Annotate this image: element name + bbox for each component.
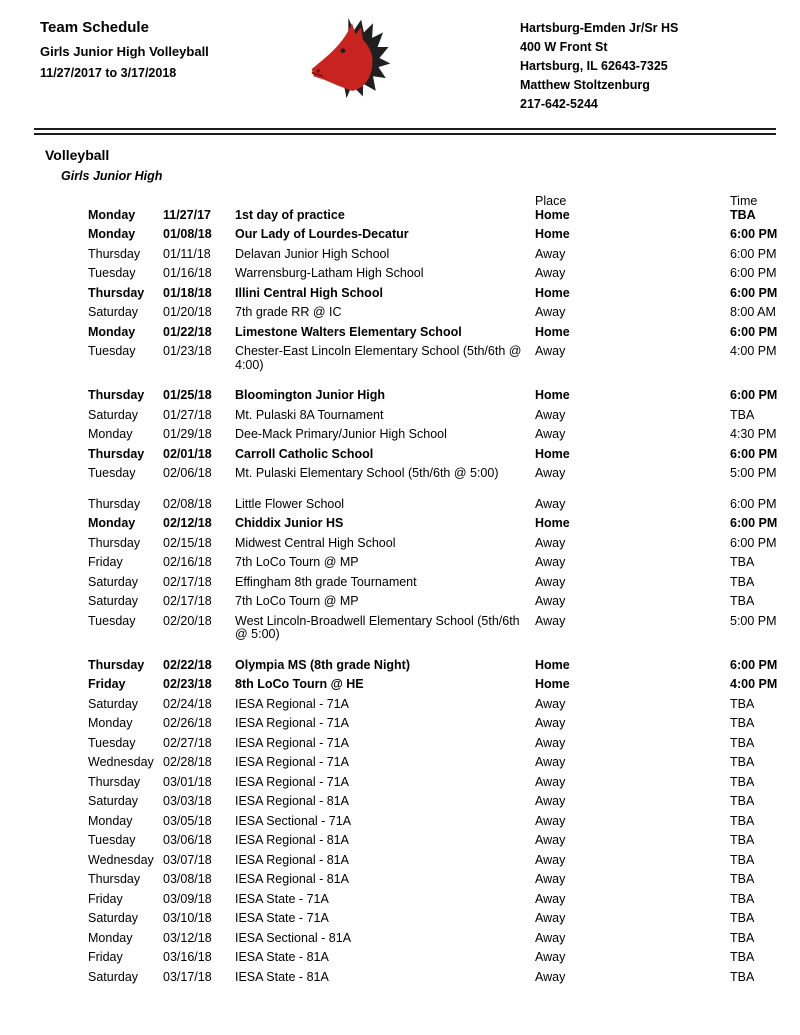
row-time: 6:00 PM [730, 227, 778, 241]
header-divider [34, 128, 776, 135]
row-event: IESA Regional - 71A [235, 755, 349, 769]
row-day: Thursday [88, 872, 141, 886]
schedule-row [88, 388, 778, 409]
row-place: Away [535, 305, 566, 319]
row-date: 03/08/18 [163, 872, 212, 886]
row-day: Tuesday [88, 344, 136, 358]
schedule-row [88, 737, 760, 757]
row-day: Tuesday [88, 613, 136, 628]
row-time: 6:00 PM [730, 266, 777, 280]
row-date: 01/29/18 [163, 427, 212, 441]
schedule-row [88, 246, 777, 268]
row-date: 03/17/18 [163, 969, 212, 984]
school-info-block [520, 16, 760, 114]
row-place: Home [535, 227, 570, 241]
schedule-row [88, 795, 760, 815]
row-day: Monday [88, 813, 133, 828]
row-day: Thursday [88, 246, 141, 261]
row-day: Saturday [88, 794, 139, 808]
row-event: 8th LoCo Tourn @ HE [235, 677, 364, 691]
season-date-range: 11/27/2017 to 3/17/2018 [40, 66, 177, 80]
row-event: Little Flower School [235, 496, 345, 511]
row-time: TBA [730, 735, 755, 750]
row-place: Home [535, 285, 570, 300]
row-event: Mt. Pulaski 8A Tournament [235, 407, 384, 422]
row-date: 02/24/18 [163, 696, 212, 711]
schedule-row [88, 756, 760, 776]
row-event: Midwest Central High School [235, 535, 396, 550]
row-day: Saturday [88, 305, 139, 319]
row-place: Away [535, 427, 566, 441]
row-day: Thursday [88, 446, 145, 461]
row-date: 02/17/18 [163, 574, 212, 589]
row-time: TBA [730, 969, 755, 984]
row-date: 02/28/18 [163, 755, 212, 769]
row-day: Wednesday [88, 852, 154, 867]
row-time: 6:00 PM [730, 324, 778, 339]
row-day: Saturday [88, 696, 139, 711]
row-place: Away [535, 852, 566, 867]
row-place: Away [535, 774, 566, 789]
schedule-row [88, 409, 760, 429]
row-event: IESA Regional - 81A [235, 872, 349, 886]
row-event: Our Lady of Lourdes-Decatur [235, 227, 409, 241]
row-time: 4:00 PM [730, 344, 777, 358]
row-event: IESA Regional - 71A [235, 696, 349, 711]
row-time: 6:00 PM [730, 535, 777, 550]
row-day: Saturday [88, 911, 139, 925]
row-event: Effingham 8th grade Tournament [235, 574, 417, 589]
row-date: 02/15/18 [163, 535, 212, 550]
row-time: 6:00 PM [730, 246, 777, 261]
schedule-table [88, 194, 778, 990]
row-date: 03/12/18 [163, 930, 212, 945]
row-day: Tuesday [88, 735, 136, 750]
row-day: Thursday [88, 774, 141, 789]
row-event: IESA Regional - 71A [235, 774, 349, 789]
schedule-row [88, 873, 760, 893]
row-place: Away [535, 911, 566, 925]
schedule-row [88, 698, 760, 718]
schedule-row [88, 893, 760, 913]
row-time: TBA [730, 911, 755, 925]
row-time: 6:00 PM [730, 496, 777, 511]
row-date: 02/27/18 [163, 735, 212, 750]
schedule-table-header [88, 195, 760, 209]
row-event: IESA State - 71A [235, 911, 329, 925]
row-date: 02/12/18 [163, 516, 212, 530]
schedule-row [88, 227, 778, 248]
row-time: TBA [730, 950, 755, 964]
row-place: Away [535, 246, 566, 261]
row-day: Friday [88, 950, 123, 964]
row-date: 01/08/18 [163, 227, 212, 241]
row-time: TBA [730, 407, 755, 422]
row-event: IESA Regional - 81A [235, 833, 349, 847]
row-time: 5:00 PM [730, 613, 777, 628]
row-time: TBA [730, 574, 755, 589]
row-place: Away [535, 950, 566, 964]
schedule-row [88, 427, 777, 448]
row-day: Tuesday [88, 266, 136, 280]
row-date: 11/27/17 [163, 207, 211, 222]
schedule-row [88, 834, 760, 854]
row-date: 02/01/18 [163, 446, 212, 461]
row-time: TBA [730, 207, 756, 222]
row-day: Thursday [88, 657, 145, 672]
row-time: 6:00 PM [730, 516, 778, 530]
row-event: IESA Regional - 71A [235, 716, 349, 730]
row-time: 4:30 PM [730, 427, 777, 441]
row-place: Away [535, 466, 566, 480]
row-time: 6:00 PM [730, 657, 778, 672]
schedule-row [88, 466, 777, 487]
row-event: IESA Sectional - 81A [235, 930, 352, 945]
row-time: TBA [730, 930, 755, 945]
row-event: IESA State - 81A [235, 969, 329, 984]
row-event: IESA Regional - 71A [235, 735, 349, 750]
row-time: 6:00 PM [730, 388, 778, 402]
page-title: Team Schedule [40, 19, 149, 36]
row-date: 02/20/18 [163, 613, 212, 628]
row-time: TBA [730, 755, 755, 769]
school-address-line1: 400 W Front St [520, 40, 608, 54]
row-day: Saturday [88, 574, 139, 589]
row-place: Away [535, 535, 566, 550]
team-heading: Girls Junior High [61, 169, 163, 183]
row-date: 03/10/18 [163, 911, 212, 925]
row-day: Monday [88, 227, 136, 241]
row-place: Away [535, 735, 566, 750]
schedule-row [88, 971, 760, 991]
row-event: Bloomington Junior High [235, 388, 385, 402]
row-event: 7th grade RR @ IC [235, 305, 342, 319]
row-time: TBA [730, 872, 755, 886]
schedule-row [88, 496, 777, 518]
row-place: Away [535, 613, 566, 628]
row-day: Thursday [88, 496, 141, 511]
row-place: Away [535, 755, 566, 769]
row-date: 03/03/18 [163, 794, 212, 808]
row-date: 03/05/18 [163, 813, 212, 828]
row-place: Home [535, 677, 570, 691]
row-event: IESA State - 71A [235, 891, 329, 906]
row-day: Friday [88, 555, 123, 569]
row-event: IESA State - 81A [235, 950, 329, 964]
schedule-row [88, 516, 778, 537]
row-date: 01/25/18 [163, 388, 212, 402]
row-day: Monday [88, 427, 133, 441]
row-date: 03/16/18 [163, 950, 212, 964]
row-date: 02/06/18 [163, 466, 212, 480]
row-date: 02/16/18 [163, 555, 212, 569]
row-event: Carroll Catholic School [235, 446, 374, 461]
row-time: 6:00 PM [730, 446, 778, 461]
row-place: Away [535, 555, 566, 569]
row-day: Saturday [88, 594, 139, 608]
row-place: Away [535, 407, 566, 422]
row-day: Wednesday [88, 755, 154, 769]
row-event: Dee-Mack Primary/Junior High School [235, 427, 447, 441]
row-place: Away [535, 344, 566, 358]
row-event: IESA Sectional - 71A [235, 813, 352, 828]
row-time: TBA [730, 696, 755, 711]
row-event: 1st day of practice [235, 207, 345, 222]
row-time: TBA [730, 716, 755, 730]
row-day: Monday [88, 207, 136, 222]
schedule-row [88, 932, 760, 952]
header-time-col: Time [730, 194, 758, 208]
schedule-row [88, 815, 760, 835]
school-name: Hartsburg-Emden Jr/Sr HS [520, 21, 679, 35]
contact-phone: 217-642-5244 [520, 97, 598, 111]
row-day: Tuesday [88, 833, 136, 847]
row-event: IESA Regional - 81A [235, 852, 349, 867]
row-place: Away [535, 813, 566, 828]
row-day: Monday [88, 930, 133, 945]
schedule-row [88, 912, 760, 932]
school-logo [306, 16, 402, 100]
row-place: Away [535, 266, 566, 280]
row-place: Home [535, 446, 570, 461]
row-event: Illini Central High School [235, 285, 383, 300]
row-date: 01/16/18 [163, 266, 212, 280]
row-time: TBA [730, 891, 755, 906]
row-place: Away [535, 574, 566, 589]
mustang-mascot-icon [306, 16, 402, 100]
schedule-row [88, 305, 776, 326]
row-time: TBA [730, 774, 755, 789]
row-date: 02/22/18 [163, 657, 212, 672]
row-day: Saturday [88, 969, 139, 984]
row-event: West Lincoln-Broadwell Elementary School (5th/6th @ 5:00) [235, 613, 520, 641]
row-date: 01/23/18 [163, 344, 212, 358]
schedule-row [88, 535, 777, 557]
row-place: Home [535, 207, 570, 222]
row-event: 7th LoCo Tourn @ MP [235, 594, 359, 608]
row-event: Chiddix Junior HS [235, 516, 344, 530]
row-event: 7th LoCo Tourn @ MP [235, 555, 359, 569]
schedule-row [88, 717, 760, 737]
row-day: Friday [88, 677, 126, 691]
row-time: 6:00 PM [730, 285, 778, 300]
row-place: Away [535, 833, 566, 847]
schedule-row [88, 776, 760, 796]
row-day: Tuesday [88, 466, 136, 480]
row-date: 03/07/18 [163, 852, 212, 867]
schedule-row [88, 854, 760, 874]
row-time: TBA [730, 813, 755, 828]
row-place: Away [535, 496, 566, 511]
row-place: Home [535, 324, 570, 339]
contact-name: Matthew Stoltzenburg [520, 78, 650, 92]
schedule-row [88, 556, 760, 576]
row-date: 03/09/18 [163, 891, 212, 906]
row-date: 01/20/18 [163, 305, 212, 319]
schedule-row [88, 209, 760, 229]
schedule-row [88, 324, 778, 346]
row-day: Saturday [88, 407, 139, 422]
row-event: Chester-East Lincoln Elementary School (5th/6th @ 4:00) [235, 344, 522, 372]
row-event: Olympia MS (8th grade Night) [235, 657, 411, 672]
row-event: Delavan Junior High School [235, 246, 390, 261]
row-day: Monday [88, 716, 133, 730]
row-date: 01/22/18 [163, 324, 212, 339]
row-place: Away [535, 969, 566, 984]
row-place: Away [535, 891, 566, 906]
schedule-row [88, 576, 760, 596]
schedule-row [88, 344, 777, 378]
row-day: Thursday [88, 535, 141, 550]
row-time: TBA [730, 555, 755, 569]
row-event: Warrensburg-Latham High School [235, 266, 424, 280]
row-time: TBA [730, 594, 755, 608]
row-date: 02/26/18 [163, 716, 212, 730]
row-day: Thursday [88, 388, 145, 402]
row-place: Away [535, 696, 566, 711]
schedule-row [88, 677, 778, 698]
row-date: 01/27/18 [163, 407, 212, 422]
row-day: Monday [88, 324, 136, 339]
row-place: Home [535, 388, 570, 402]
schedule-row [88, 446, 778, 468]
row-place: Away [535, 594, 566, 608]
header-left-block [40, 16, 302, 80]
row-date: 03/06/18 [163, 833, 212, 847]
row-date: 01/18/18 [163, 285, 212, 300]
row-day: Monday [88, 516, 136, 530]
row-place: Home [535, 516, 570, 530]
header-place-col: Place [535, 194, 567, 208]
row-place: Away [535, 872, 566, 886]
row-time: 8:00 AM [730, 305, 776, 319]
row-day: Friday [88, 891, 123, 906]
row-date: 03/01/18 [163, 774, 212, 789]
schedule-rows [88, 207, 778, 991]
row-day: Thursday [88, 285, 145, 300]
sport-heading: Volleyball [45, 147, 110, 163]
page-header [40, 16, 760, 114]
row-event: IESA Regional - 81A [235, 794, 349, 808]
row-date: 02/23/18 [163, 677, 212, 691]
row-date: 02/08/18 [163, 496, 212, 511]
schedule-row [88, 266, 777, 287]
schedule-row [88, 951, 760, 971]
schedule-row [88, 613, 777, 648]
row-time: 4:00 PM [730, 677, 778, 691]
row-place: Away [535, 930, 566, 945]
row-place: Away [535, 716, 566, 730]
row-event: Mt. Pulaski Elementary School (5th/6th @ 5:00) [235, 466, 499, 480]
row-place: Home [535, 657, 570, 672]
school-address-line2: Hartsburg, IL 62643-7325 [520, 59, 668, 73]
schedule-row [88, 595, 760, 615]
row-time: TBA [730, 794, 755, 808]
team-subtitle: Girls Junior High Volleyball [40, 44, 209, 59]
row-time: TBA [730, 833, 755, 847]
row-event: Limestone Walters Elementary School [235, 324, 462, 339]
row-time: 5:00 PM [730, 466, 777, 480]
row-time: TBA [730, 852, 755, 867]
schedule-row [88, 657, 778, 679]
row-place: Away [535, 794, 566, 808]
row-date: 02/17/18 [163, 594, 212, 608]
schedule-row [88, 285, 778, 307]
row-date: 01/11/18 [163, 246, 211, 261]
